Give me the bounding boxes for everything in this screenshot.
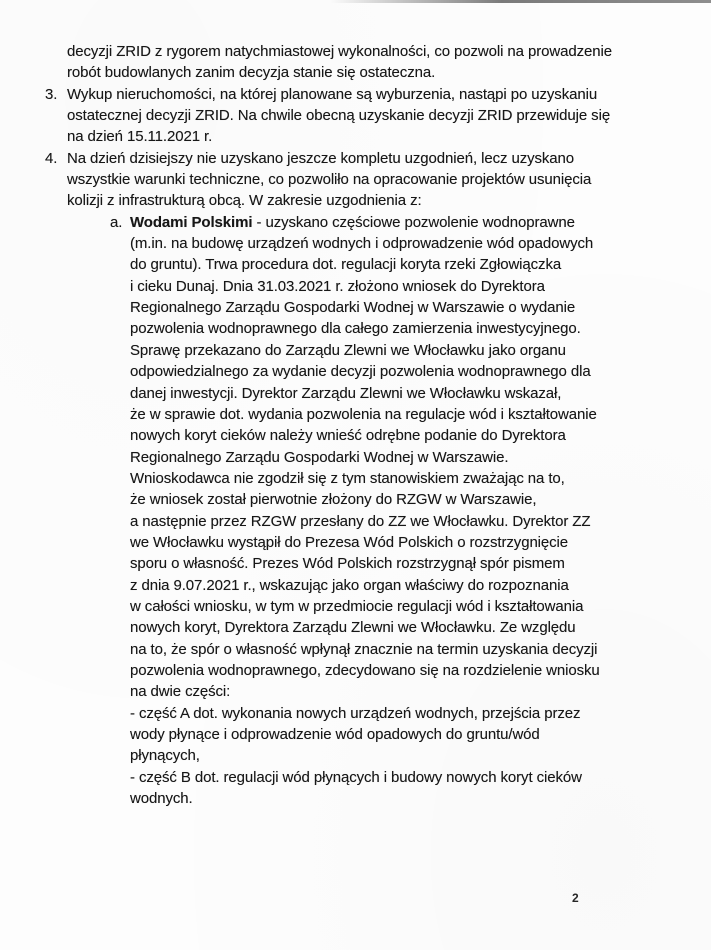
sub-item-a-dash-line: - część A dot. wykonania nowych urządzeń wodnych, przejścia przez	[130, 704, 581, 722]
list-item-4-marker: 4.	[45, 149, 58, 167]
scan-edge-artifact	[330, 0, 711, 3]
list-item-3-text: Wykup nieruchomości, na której planowane są wyburzenia, nastąpi po uzyskaniu	[67, 85, 598, 103]
sub-item-a-line: we Włocławku wystąpił do Prezesa Wód Polskich o rozstrzygnięcie	[130, 533, 569, 551]
list-item-3-line: na dzień 15.11.2021 r.	[67, 128, 213, 146]
list-item-3-line	[45, 84, 670, 105]
list-item-4-line	[45, 148, 670, 169]
paragraph-continuation-line: robót budowlanych zanim decyzja stanie się ostateczna.	[67, 64, 436, 82]
sub-item-a-line: Regionalnego Zarządu Gospodarki Wodnej w Warszawie.	[130, 448, 509, 466]
sub-item-a-line: że w sprawie dot. wydania pozwolenia na regulacje wód i kształtowanie	[130, 405, 597, 423]
sub-item-a-line: a następnie przez RZGW przesłany do ZZ we Włocławku. Dyrektor ZZ	[130, 512, 591, 530]
sub-item-a-line: na to, że spór o własność wpłynął znacznie na termin uzyskania decyzji	[130, 640, 598, 658]
sub-item-a-line: Sprawę przekazano do Zarządu Zlewni we Włocławku jako organu	[130, 341, 566, 359]
sub-item-a-line: pozwolenia wodnoprawnego, zdecydowano się na rozdzielenie wniosku	[130, 661, 600, 679]
list-item-4-line: wszystkie warunki techniczne, co pozwoliło na opracowanie projektów usunięcia	[67, 171, 592, 189]
sub-item-a-line: i cieku Dunaj. Dnia 31.03.2021 r. złożono wniosek do Dyrektora	[130, 277, 545, 295]
list-item-3-line: ostatecznej decyzji ZRID. Na chwile obecną uzyskanie decyzji ZRID przewiduje się	[67, 107, 611, 125]
sub-item-a-line: że wniosek został pierwotnie złożony do RZGW w Warszawie,	[130, 491, 537, 509]
sub-item-a-line: nowych koryt cieków należy wnieść odrębne podanie do Dyrektora	[130, 427, 566, 445]
sub-item-a-lead-rest: - uzyskano częściowe pozwolenie wodnoprawne	[252, 213, 575, 231]
sub-item-a-line: z dnia 9.07.2021 r., wskazując jako organ właściwy do rozpoznania	[130, 576, 569, 594]
paragraph-continuation-line: decyzji ZRID z rygorem natychmiastowej wykonalności, co pozwoli na prowadzenie	[67, 43, 612, 60]
sub-item-a-line: (m.in. na budowę urządzeń wodnych i odprowadzenie wód opadowych	[130, 235, 594, 253]
sub-item-a-marker: a.	[110, 213, 123, 231]
sub-item-a-line: odpowiedzialnego za wydanie decyzji pozwolenia wodnoprawnego dla	[130, 363, 591, 381]
sub-item-a-line: Wnioskodawca nie zgodził się z tym stanowiskiem zważając na to,	[130, 469, 565, 487]
page-number: 2	[572, 891, 579, 905]
sub-item-a-bold-lead: Wodami Polskimi	[130, 213, 253, 231]
sub-item-a-dash-line: - część B dot. regulacji wód płynących i budowy nowych koryt cieków	[130, 768, 582, 786]
sub-item-a-line: nowych koryt, Dyrektora Zarządu Zlewni we Włocławku. Ze względu	[130, 619, 576, 637]
sub-item-a-line: pozwolenia wodnoprawnego dla całego zamierzenia inwestycyjnego.	[130, 320, 581, 338]
sub-item-a-line: wody płynące i odprowadzenie wód opadowych do gruntu/wód	[130, 726, 540, 743]
sub-item-a-lead-line	[45, 212, 670, 233]
sub-item-a-line: wodnych.	[130, 790, 193, 808]
sub-item-a-line: na dwie części:	[130, 683, 231, 701]
sub-item-a-line: płynących,	[130, 747, 200, 765]
sub-item-a-line: sporu o własność. Prezes Wód Polskich rozstrzygnął spór pismem	[130, 555, 565, 573]
sub-item-a-line: w całości wniosku, w tym w przedmiocie regulacji wód i kształtowania	[130, 597, 584, 615]
sub-item-a-line: do gruntu). Trwa procedura dot. regulacji koryta rzeki Zgłowiączka	[130, 256, 562, 274]
sub-item-a-line: Regionalnego Zarządu Gospodarki Wodnej w Warszawie o wydanie	[130, 299, 576, 317]
sub-item-a-line: danej inwestycji. Dyrektor Zarządu Zlewni we Włocławku wskazał,	[130, 384, 562, 402]
list-item-4-line: kolizji z infrastrukturą obcą. W zakresie uzgodnienia z:	[67, 192, 422, 210]
list-item-3-marker: 3.	[45, 85, 58, 103]
document-body-text	[45, 41, 670, 809]
list-item-4-text: Na dzień dzisiejszy nie uzyskano jeszcze kompletu uzgodnień, lecz uzyskano	[67, 149, 575, 167]
